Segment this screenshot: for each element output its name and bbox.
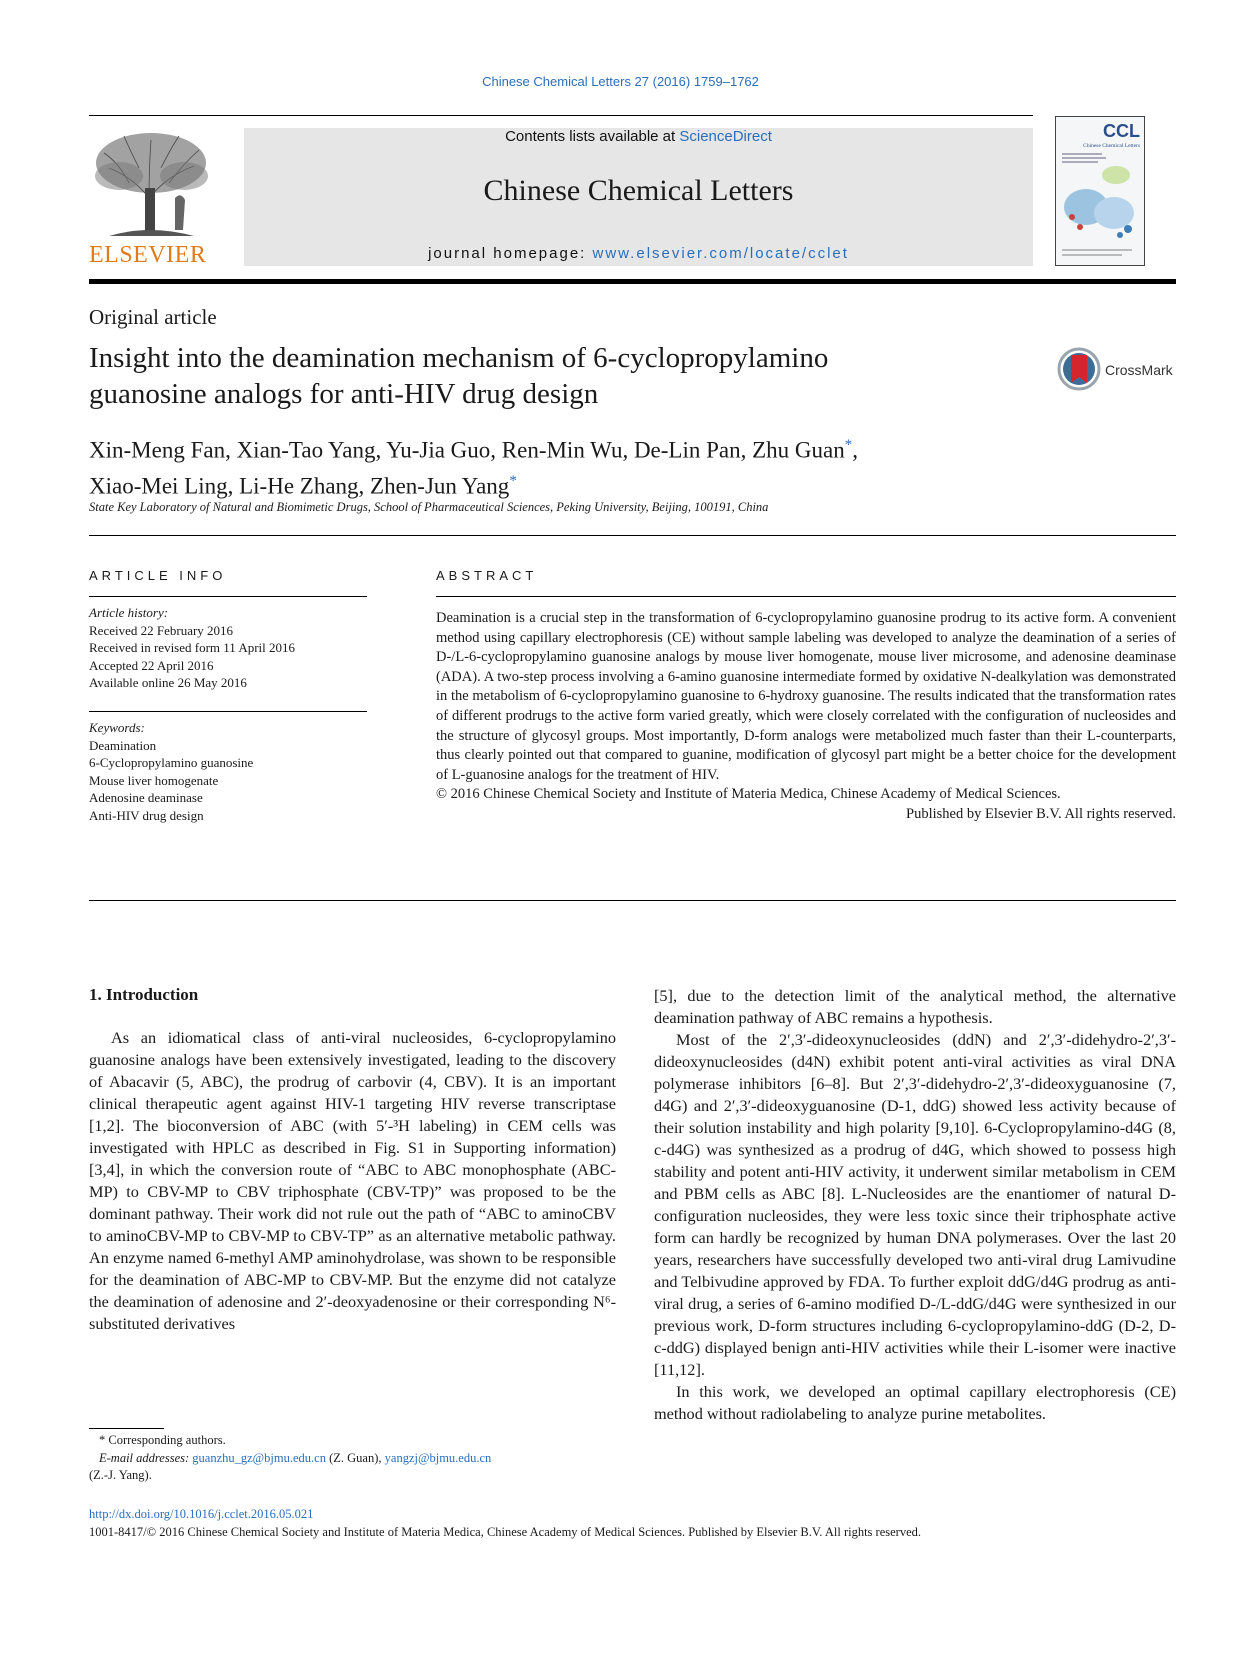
email-link-guan[interactable]: guanzhu_gz@bjmu.edu.cn — [192, 1450, 326, 1465]
affiliation: State Key Laboratory of Natural and Biomimetic Drugs, School of Pharmaceutical Sciences, Peking University, Beijing, 100191, China — [89, 500, 769, 514]
keyword-item: Mouse liver homogenate — [89, 772, 219, 788]
cover-art-icon — [1056, 117, 1144, 265]
abstract-body — [436, 609, 1176, 825]
journal-citation[interactable]: Chinese Chemical Letters 27 (2016) 1759–1762 — [482, 74, 759, 89]
abstract-text: Deamination is a crucial step in the transformation of 6-cyclopropylamino guanosine prodrug to its active form. A convenient method using capillary electrophoresis (CE) without sample labeling was developed to analyze the deamination of a series of D-/L-6-cyclopropylamino guanosine analogs by mouse liver homogenate, mouse liver microsome, and adenosine deaminase (ADA). A two-step process involving a 6-amino guanosine intermediate formed by oxidative N-dealkylation was demonstrated in the metabolism of 6-cyclopropylamino guanosine to 6-hydroxy guanosine. The results indicated that the transformation rates of different prodrugs to the active form varied greatly, which were closely correlated with the configuration of nucleosides and the structure of glycosyl groups. Most importantly, D-form analogs were metabolized much faster than their L-counterparts, thus clearly pointed out that compared to guanine, modification of glycosyl part might be a better choice for the development of L-guanosine analogs for the treatment of HIV. — [436, 610, 1176, 783]
email-link-yang[interactable]: yangzj@bjmu.edu.cn — [384, 1450, 492, 1465]
article-title — [89, 340, 1009, 412]
abstract-end-rule — [89, 900, 1176, 901]
journal-banner — [244, 128, 1033, 266]
keywords-rule — [89, 711, 367, 712]
keyword-item: Adenosine deaminase — [89, 790, 203, 805]
footnote-corresponding: Corresponding authors. — [108, 1433, 226, 1447]
elsevier-logo[interactable] — [89, 128, 214, 266]
cover-abbrev: CCL — [1103, 121, 1140, 141]
crossmark-badge[interactable] — [1057, 347, 1177, 395]
footer-copyright: 1001-8417/© 2016 Chinese Chemical Society and Institute of Materia Medica, Chinese Academy of Medical Sciences. Published by Elsevier B.V. All rights reserved. — [89, 1525, 922, 1539]
journal-cover-thumbnail[interactable] — [1055, 116, 1145, 266]
email-name-guan: (Z. Guan), — [329, 1450, 382, 1465]
corresponding-mark-1[interactable]: * — [844, 437, 853, 453]
keyword-item: Anti-HIV drug design — [89, 807, 204, 823]
contents-prefix: Contents lists available at — [505, 128, 680, 145]
keyword-item: Deamination — [89, 737, 157, 753]
keywords-heading: Keywords: — [89, 720, 145, 735]
email-name-yang: (Z.-J. Yang). — [89, 1468, 152, 1482]
title-rule — [89, 535, 1176, 536]
crossmark-label: CrossMark — [1105, 362, 1173, 378]
abstract-publisher: Published by Elsevier B.V. All rights reserved. — [906, 805, 1176, 822]
elsevier-tree-icon — [89, 128, 214, 240]
abstract-rule — [436, 596, 1176, 597]
intro-paragraph-4: In this work, we developed an optimal capillary electrophoresis (CE) method without radiolabeling to analyze purine metabolites. — [654, 1382, 1176, 1423]
article-history — [89, 604, 295, 692]
crossmark-icon — [1057, 347, 1101, 391]
header-thick-rule — [89, 279, 1176, 284]
intro-paragraph-3: Most of the 2′,3′-dideoxynucleosides (ddN) and 2′,3′-didehydro-2′,3′-dideoxynucleosides (d4N) exhibit potent anti-viral activities as viral DNA polymerase inhibitors [6–8]. But 2′,3′-didehydro-2′,3′-dideoxyguanosine (7, d4G) and 2′,3′-dideoxyguanosine (D-1, ddG) showed less activity because of their solution instability and high polarity [9,10]. 6-Cyclopropylamino-d4G (8, c-d4G) was synthesized as a prodrug of d4G, which showed to possess high stability and potent anti-HIV activity, it underwent similar metabolism in CEM and PBM cells as ABC [8]. L-Nucleosides are the enantiomer of natural D-configuration nucleosides, they were less toxic since their triphosphate active form can hardly be recognized by human DNA polymerases. Over the last 20 years, researchers have successfully developed two anti-viral drug Lamivudine and Telbivudine approved by FDA. To further exploit ddG/d4G prodrug as anti-viral drug, a series of 6-amino modified D-/L-ddG/d4G were synthesized in our previous work, D-form structures including 6-cyclopropylamino-ddG (D-2, D-c-ddG) displayed benign anti-HIV activities while their L-isomer were inactive [11,12]. — [654, 1030, 1176, 1379]
history-item: Received in revised form 11 April 2016 — [89, 640, 296, 655]
intro-paragraph-1: As an idiomatical class of anti-viral nucleosides, 6-cyclopropylamino guanosine analogs have been extensively investigated, leading to the discovery of Abacavir (5, ABC), the prodrug of carbovir (4, CBV). It is an important clinical therapeutic agent against HIV-1 targeting HIV reverse transcriptase [1,2]. The bioconversion of ABC (with 5′-³H labeling) in CEM cells was investigated with HPLC as described in Fig. S1 in Supporting information) [3,4], in which the conversion route of “ABC to ABC monophosphate (ABC-MP) to CBV-MP to CBV triphosphate (CBV-TP)” was proposed to be the dominant pathway. Their work did not rule out the path of “ABC to aminoCBV to aminoCBV-MP to CBV-MP to CBV-TP” as an alternative metabolic pathway. An enzyme named 6-methyl AMP aminohydrolase, was shown to be responsible for the deamination of ABC-MP to CBV-MP. But the enzyme did not catalyze the deamination of adenosine and 2′-deoxyadenosine or their corresponding N⁶-substituted derivatives — [89, 1028, 616, 1333]
abstract-copyright: © 2016 Chinese Chemical Society and Institute of Materia Medica, Chinese Academy of Medical Sciences. — [436, 786, 1061, 803]
corresponding-footnote — [89, 1432, 629, 1485]
authors-line-2: Xiao-Mei Ling, Li-He Zhang, Zhen-Jun Yang — [89, 473, 510, 499]
intro-paragraph-2: [5], due to the detection limit of the analytical method, the alternative deamination pathway of ABC remains a hypothesis. — [654, 986, 1176, 1027]
homepage-prefix: journal homepage: — [428, 245, 593, 262]
header-rule — [89, 115, 1033, 116]
homepage-link[interactable]: www.elsevier.com/locate/cclet — [592, 245, 849, 262]
article-info-rule — [89, 596, 367, 597]
title-line-1: Insight into the deamination mechanism of 6-cyclopropylamino — [89, 342, 829, 374]
email-label: E-mail addresses: — [99, 1450, 190, 1465]
introduction-heading: 1. Introduction — [89, 985, 199, 1004]
authors-line-1: Xin-Meng Fan, Xian-Tao Yang, Yu-Jia Guo, Ren-Min Wu, De-Lin Pan, Zhu Guan — [89, 437, 845, 463]
cover-title: Chinese Chemical Letters — [1083, 143, 1140, 149]
homepage-line — [244, 245, 1033, 262]
keyword-item: 6-Cyclopropylamino guanosine — [89, 755, 254, 770]
article-type: Original article — [89, 305, 217, 329]
journal-name: Chinese Chemical Letters — [483, 174, 794, 207]
corresponding-mark-2[interactable]: * — [509, 472, 517, 489]
footnote-mark: * — [99, 1433, 106, 1447]
elsevier-wordmark: ELSEVIER — [89, 242, 207, 268]
contents-line — [244, 128, 1033, 145]
history-item: Received 22 February 2016 — [89, 622, 234, 638]
keywords — [89, 719, 253, 824]
history-item: Accepted 22 April 2016 — [89, 657, 214, 673]
footnote-rule — [89, 1428, 164, 1429]
history-heading: Article history: — [89, 605, 169, 620]
abstract-label: ABSTRACT — [436, 568, 538, 583]
history-item: Available online 26 May 2016 — [89, 675, 247, 690]
title-line-2: guanosine analogs for anti-HIV drug design — [89, 378, 599, 410]
article-info-label: ARTICLE INFO — [89, 568, 227, 583]
doi-link[interactable]: http://dx.doi.org/10.1016/j.cclet.2016.05.021 — [89, 1507, 314, 1521]
page-footer — [89, 1505, 1189, 1541]
body-right-column — [654, 985, 1176, 1425]
author-list: Xin-Meng Fan, Xian-Tao Yang, Yu-Jia Guo, Ren-Min Wu, De-Lin Pan, Zhu Guan*, Xiao-Mei Ling, Li-He Zhang, Zhen-Jun Yang* — [89, 437, 858, 499]
body-left-column — [89, 1027, 616, 1335]
sciencedirect-link[interactable]: ScienceDirect — [679, 128, 772, 145]
